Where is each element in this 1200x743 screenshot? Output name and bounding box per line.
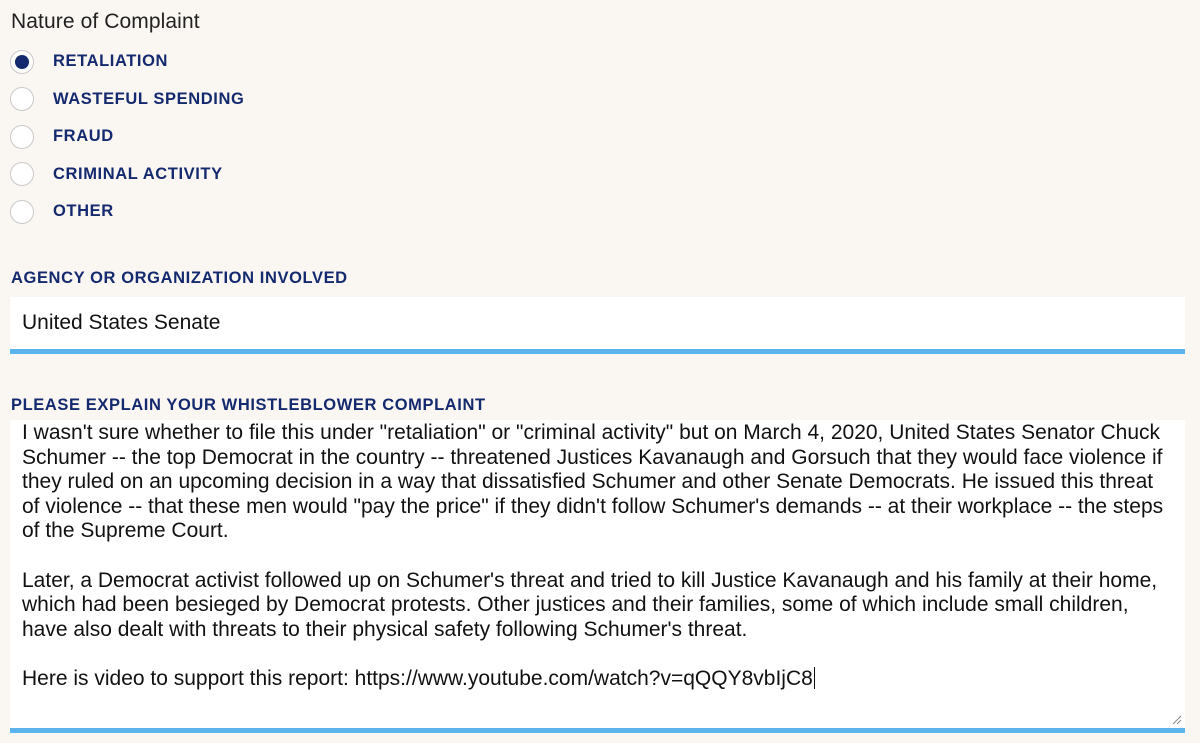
agency-field-label: AGENCY OR ORGANIZATION INVOLVED <box>11 269 348 287</box>
radio-button-fraud[interactable] <box>10 125 34 149</box>
explanation-paragraph-1: I wasn't sure whether to file this under "retaliation" or "criminal activity" but on March 4, 2020, United States Senator Chuck Schumer -- the top Democrat in the country -- threatened Justices Kavanaugh and Gorsuch that they would face violence if they ruled on an upcoming decision in a way that dissatisfied Schumer and other Senate Democrats. He issued this threat of violence -- that these men would "pay the price" if they didn't follow Schumer's demands -- at their workplace -- the steps of the Supreme Court. <box>22 421 1169 543</box>
radio-label-fraud[interactable]: FRAUD <box>53 127 114 146</box>
radio-button-wasteful-spending[interactable] <box>10 87 34 111</box>
radio-button-criminal-activity[interactable] <box>10 162 34 186</box>
text-caret <box>814 667 816 689</box>
explanation-paragraph-2: Later, a Democrat activist followed up on Schumer's threat and tried to kill Justice Kavanaugh and his family at their home, which had been besieged by Democrat protests. Other justices and their families, some of which include small children, have also dealt with threats to their physical safety following Schumer's threat. <box>22 568 1163 641</box>
radio-label-wasteful-spending[interactable]: WASTEFUL SPENDING <box>53 89 245 108</box>
radio-label-criminal-activity[interactable]: CRIMINAL ACTIVITY <box>53 164 223 183</box>
radio-label-retaliation[interactable]: RETALIATION <box>53 52 169 71</box>
radio-button-retaliation[interactable] <box>10 50 34 74</box>
explanation-field-label: PLEASE EXPLAIN YOUR WHISTLEBLOWER COMPLAINT <box>11 396 486 414</box>
radio-button-other[interactable] <box>10 200 34 224</box>
explanation-paragraph-3: Here is video to support this report: https://www.youtube.com/watch?v=qQQY8vbIjC8 <box>22 666 813 690</box>
radio-label-other[interactable]: OTHER <box>53 202 114 221</box>
radio-option-fraud[interactable] <box>10 118 244 156</box>
radio-option-retaliation[interactable] <box>10 43 244 81</box>
explanation-textarea[interactable] <box>10 420 1185 733</box>
radio-option-criminal-activity[interactable] <box>10 156 244 194</box>
agency-input[interactable] <box>10 297 1185 354</box>
radio-option-other[interactable] <box>10 193 244 231</box>
complaint-radio-group <box>10 43 244 231</box>
radio-option-wasteful-spending[interactable] <box>10 81 244 119</box>
resize-handle-icon[interactable] <box>1172 715 1182 725</box>
complaint-legend: Nature of Complaint <box>11 10 200 33</box>
